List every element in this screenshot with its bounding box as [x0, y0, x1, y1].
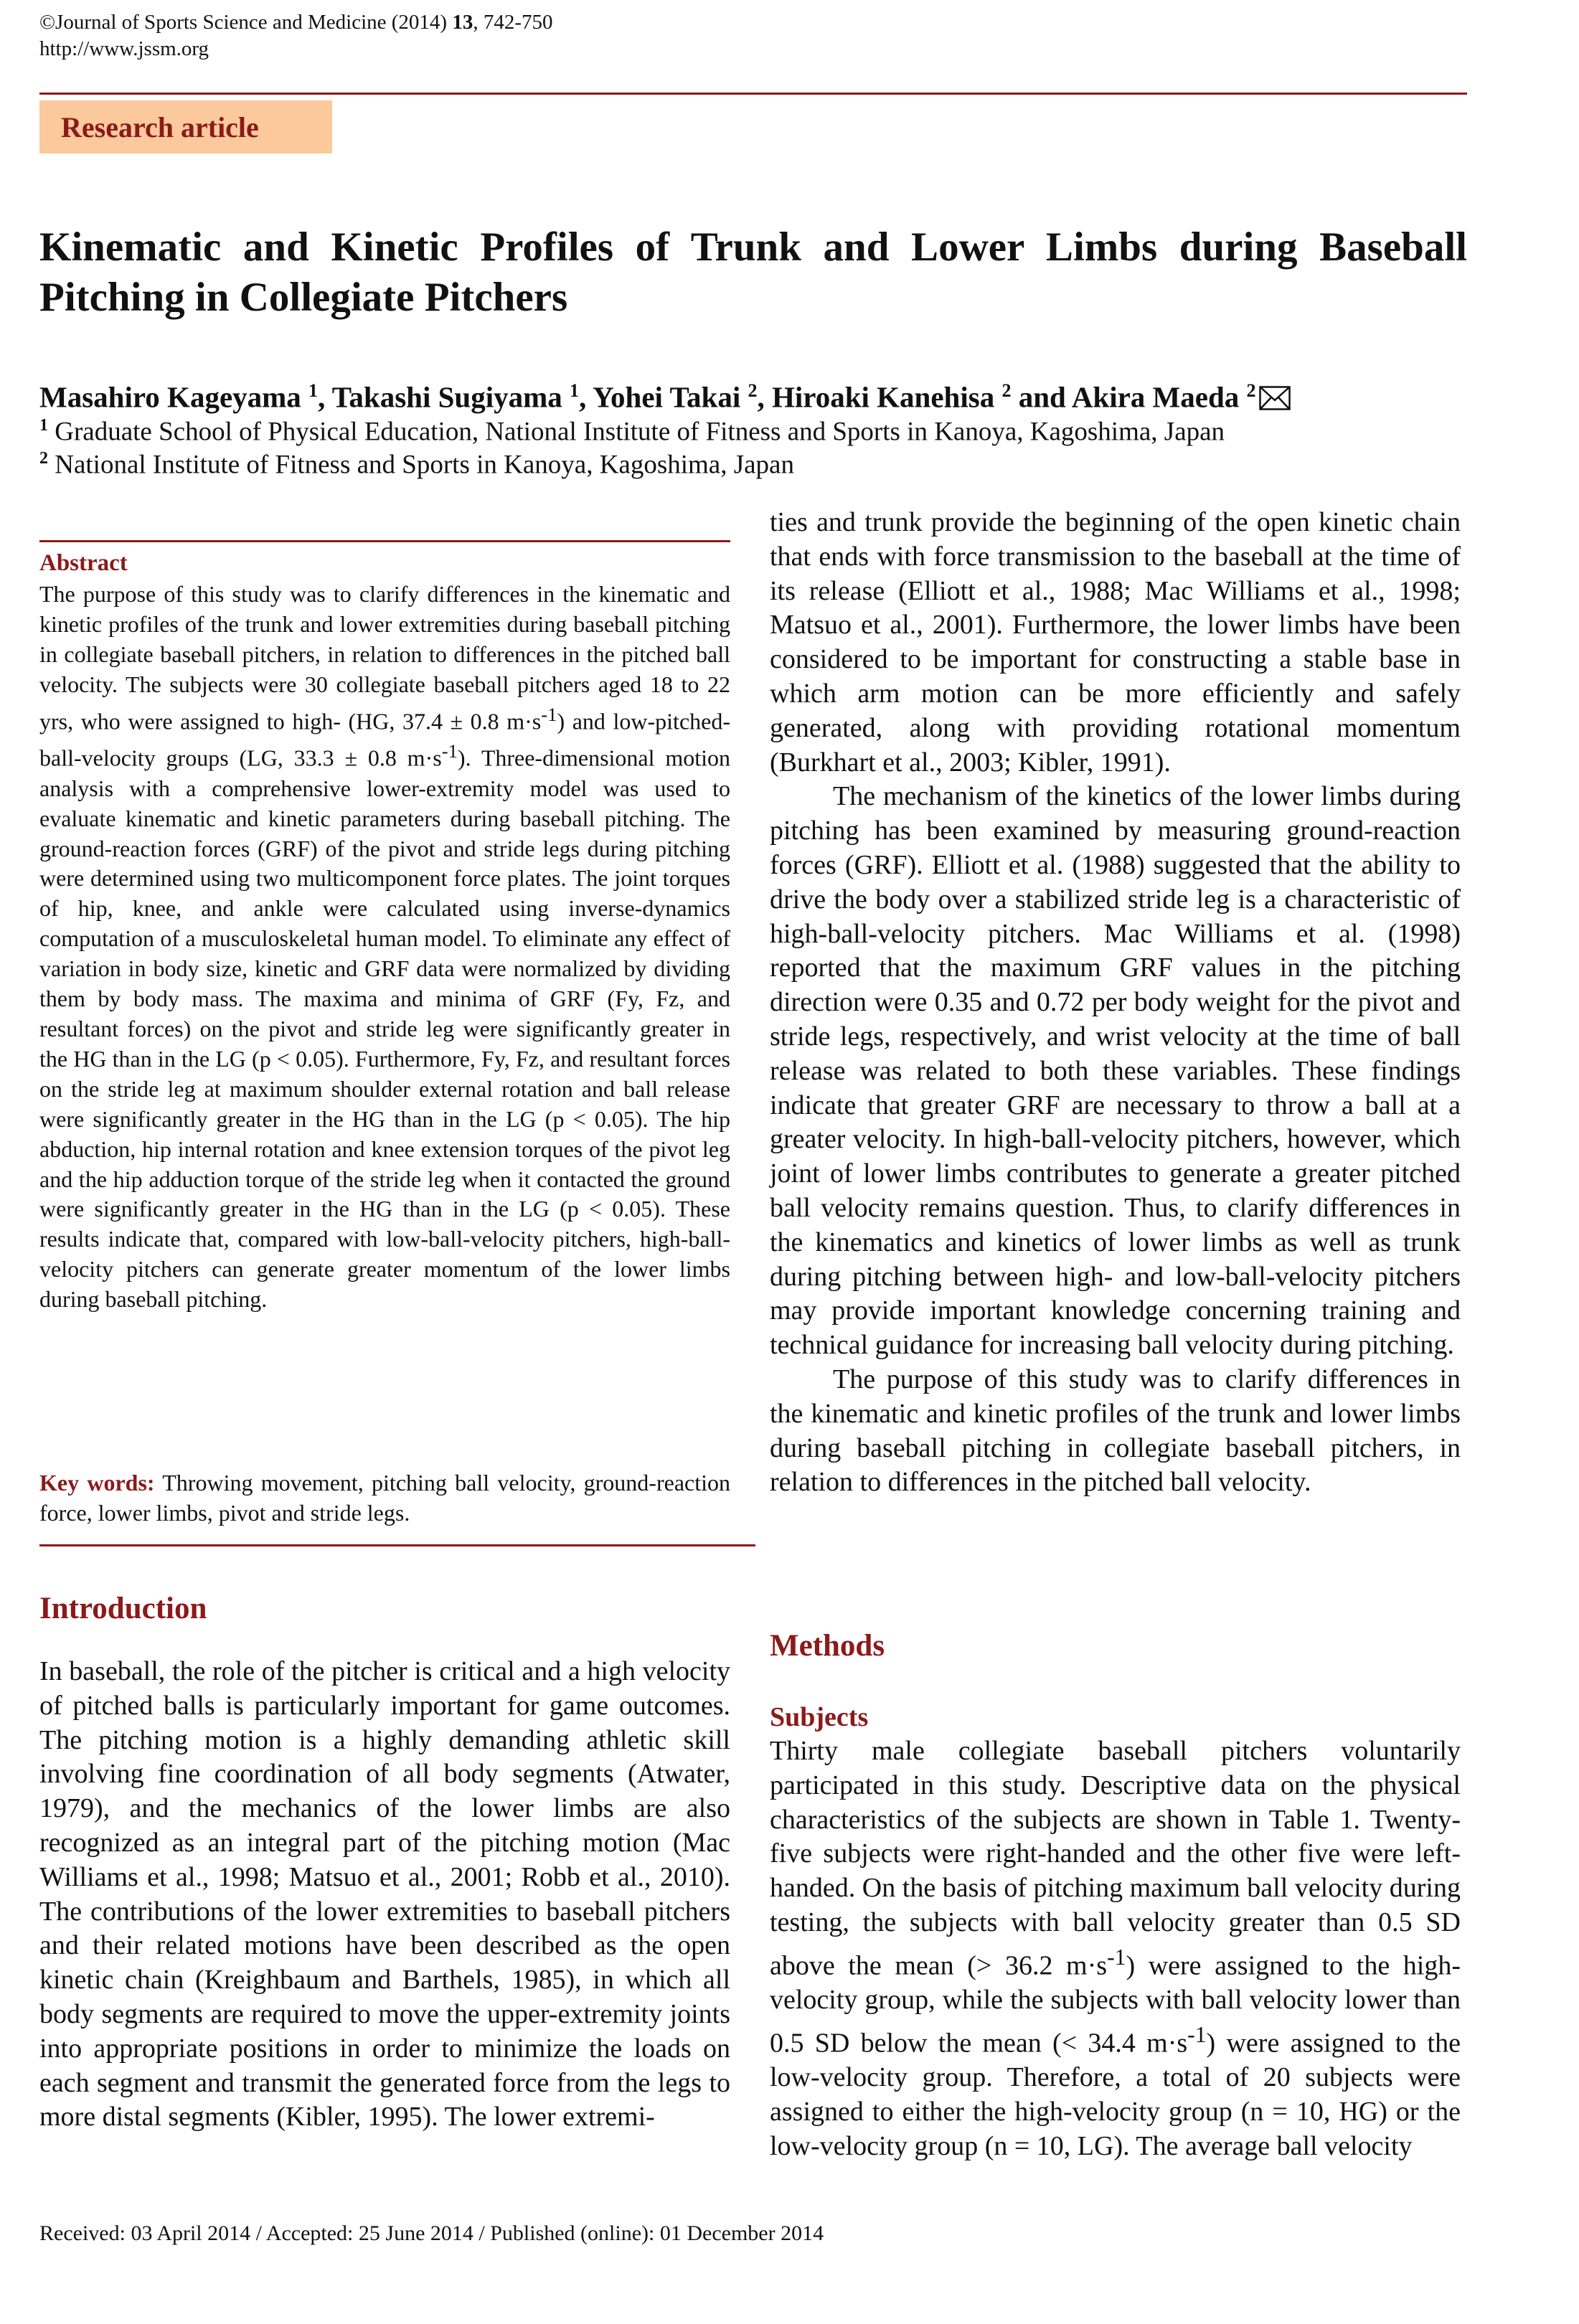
subjects-paragraph: Thirty male collegiate baseball pitchers voluntarily participated in this study. Descriptive data on the physical characteristics of the subjects are shown in Table 1. Twenty-five subjects were right-handed and the other five were left-handed. On the basis of pitching maximum ball velocity during testing, the subjects with ball velocity greater than 0.5 SD above the mean (> 36.2 $m\cdot s^{-1}$) were assigned to the high-velocity group, while the subjects with ball velocity lower than 0.5 SD below the mean (< 34.4 $m\cdot s^{-1}$) were assigned to the low-velocity group. Therefore, a total of 20 subjects were assigned to either the high-velocity group (n = 10, HG) or the low-velocity group (n = 10, LG). The average ball velocity [770, 1736, 1461, 2162]
author-list: Masahiro Kageyama $^1$, Takashi Sugiyama $^1$, Yohei Takai $^2$, Hiroaki Kanehisa $^2$ and Akira Maeda $^2$ [39, 369, 1474, 419]
publication-dates: Received: 03 April 2014 / Accepted: 25 June 2014 / Published (online): 01 December 2014 [39, 2221, 824, 2245]
abstract-bottom-rule [39, 1544, 755, 1546]
affiliation-2: $^2$ National Institute of Fitness and Sports in Kanoya, Kagoshima, Japan [39, 449, 794, 480]
introduction-heading: Introduction [39, 1592, 207, 1625]
keywords-label: Key words: [39, 1470, 155, 1496]
affiliation-1: $^1$ Graduate School of Physical Education, National Institute of Fitness and Sports in Kanoya, Kagoshima, Japan [39, 416, 1225, 447]
header-rule [39, 93, 1467, 95]
introduction-paragraph-2: The mechanism of the kinetics of the lower limbs during pitching has been examined by measuring ground-reaction forces (GRF). Elliott et al. (1988) suggested that the ability to drive the body over a stabilized stride leg is a characteristic of high-ball-velocity pitchers. Mac Williams et al. (1998) reported that the maximum GRF values in the pitching direction were 0.35 and 0.72 per body weight for the pivot and stride legs, respectively, and wrist velocity at the time of ball release was related to both these variables. These findings indicate that greater GRF are necessary to throw a ball at a greater velocity. In high-ball-velocity pitchers, however, which joint of lower limbs contributes to generate a greater pitched ball velocity remains question. Thus, to clarify differences in the kinematics and kinetics of lower limbs as well as trunk during pitching between high- and low-ball-velocity pitchers may provide important knowledge concerning training and technical guidance for increasing ball velocity during pitching. [770, 781, 1461, 1361]
right-column-text [770, 506, 1461, 1500]
article-title: Kinematic and Kinetic Profiles of Trunk and Lower Limbs during Baseball Pitching in Collegiate Pitchers [39, 225, 1467, 320]
journal-citation: ©Journal of Sports Science and Medicine (2014) 13, 742-750 [39, 11, 553, 34]
subjects-heading: Subjects [770, 1702, 869, 1732]
journal-volume: 13 [452, 11, 473, 34]
introduction-paragraph-1: In baseball, the role of the pitcher is critical and a high velocity of pitched balls is particularly important for game outcomes. The pitching motion is a highly demanding athletic skill involving fine coordination of all body segments (Atwater, 1979), and the mechanics of the lower limbs are also recognized as an integral part of the pitching motion (Mac Williams et al., 1998; Matsuo et al., 2001; Robb et al., 2010). The contributions of the lower extremities to baseball pitchers and their related motions have been described as the open kinetic chain (Kreighbaum and Barthels, 1985), in which all body segments are required to move the upper-extremity joints into appropriate positions in order to minimize the loads on each segment and transmit the generated force from the legs to more distal segments (Kibler, 1995). The lower extremi- [39, 1656, 730, 2132]
introduction-paragraph-1-continued: ties and trunk provide the beginning of the open kinetic chain that ends with force transmission to the baseball at the time of its release (Elliott et al., 1988; Mac Williams et al., 1998; Matsuo et al., 2001). Furthermore, the lower limbs have been considered to be important for constructing a stable base in which arm motion can be more efficiently and safely generated, along with providing rotational momentum (Burkhart et al., 2003; Kibler, 1991). [770, 507, 1461, 778]
abstract-text: The purpose of this study was to clarify differences in the kinematic and kinetic profiles of the trunk and lower extremities during baseball pitching in collegiate baseball pitchers, in relation to differences in the pitched ball velocity. The subjects were 30 collegiate baseball pitchers aged 18 to 22 yrs, who were assigned to high- (HG, 37.4 ± 0.8 $m\cdot s^{-1}$) and low-pitched-ball-velocity groups (LG, 33.3 ± 0.8 $m\cdot s^{-1}$). Three-dimensional motion analysis with a comprehensive lower-extremity model was used to evaluate kinematic and kinetic parameters during baseball pitching. The ground-reaction forces (GRF) of the pivot and stride legs during pitching were determined using two multicomponent force plates. The joint torques of hip, knee, and ankle were calculated using inverse-dynamics computation of a musculoskeletal human model. To eliminate any effect of variation in body size, kinetic and GRF data were normalized by dividing them by body mass. The maxima and minima of GRF (Fy, Fz, and resultant forces) on the pivot and stride leg were significantly greater in the HG than in the LG (p < 0.05). Furthermore, Fy, Fz, and resultant forces on the stride leg at maximum shoulder external rotation and ball release were significantly greater in the HG than in the LG (p < 0.05). The hip abduction, hip internal rotation and knee extension torques of the pivot leg and the hip adduction torque of the stride leg when it contacted the ground were significantly greater in the HG than in the LG (p < 0.05). These results indicate that, compared with low-ball-velocity pitchers, high-ball-velocity pitchers can generate greater momentum of the lower limbs during baseball pitching. [39, 581, 731, 1313]
introduction-paragraph-3: The purpose of this study was to clarify differences in the kinematic and kinetic profiles of the trunk and lower limbs during baseball pitching in collegiate baseball pitchers, in relation to differences in the pitched ball velocity. [770, 1364, 1461, 1498]
abstract-top-rule [39, 540, 730, 542]
journal-url[interactable]: http://www.jssm.org [39, 37, 209, 60]
article-type-badge: Research article [39, 100, 332, 153]
abstract-heading: Abstract [39, 550, 128, 576]
methods-heading: Methods [770, 1629, 885, 1663]
mail-icon[interactable] [1259, 386, 1291, 410]
keywords: Key words: Throwing movement, pitching ball velocity, ground-reaction force, lower limbs, pivot and stride legs. [39, 1470, 731, 1526]
